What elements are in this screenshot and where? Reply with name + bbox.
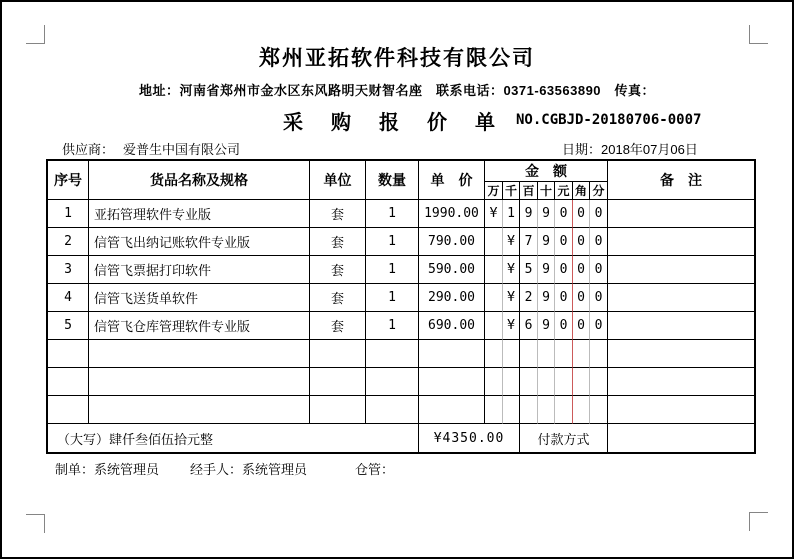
quotation-table <box>46 159 756 454</box>
product-row <box>48 284 754 312</box>
company-address-line: 地址：河南省郑州市金水区东风路明天财智名座 联系电话：0371-63563890 传真： <box>138 83 656 98</box>
amount-digit-cell: 9 <box>538 256 555 284</box>
amount-digit-cell: ¥ <box>503 228 520 256</box>
unit-price-cell: 290.00 <box>419 284 485 312</box>
unit-cell: 套 <box>310 228 366 256</box>
empty-row <box>48 396 754 424</box>
amount-digit-cell: 0 <box>555 200 573 228</box>
date-value: 2018年07月06日 <box>601 142 698 157</box>
amount-unit-fen: 分 <box>590 182 608 200</box>
column-header-serial: 序号 <box>48 161 89 200</box>
unit-price-cell <box>419 340 485 368</box>
quantity-cell <box>366 368 419 396</box>
amount-digit-cell: 0 <box>573 284 590 312</box>
table-total-section <box>48 424 754 452</box>
amount-digit-cell: 0 <box>573 228 590 256</box>
amount-digit-cell <box>520 368 538 396</box>
amount-digit-cell <box>485 228 503 256</box>
serial-cell <box>48 340 89 368</box>
amount-digit-cell <box>555 396 573 424</box>
amount-digit-cell: ¥ <box>503 256 520 284</box>
amount-digit-cell <box>503 368 520 396</box>
column-header-unit: 单位 <box>310 161 366 200</box>
amount-digit-cell <box>590 340 608 368</box>
column-header-quantity: 数量 <box>366 161 419 200</box>
amount-digit-cell: 0 <box>590 228 608 256</box>
amount-digit-cell: 0 <box>573 312 590 340</box>
amount-digit-cell: ¥ <box>503 284 520 312</box>
quantity-cell: 1 <box>366 256 419 284</box>
unit-cell: 套 <box>310 256 366 284</box>
amount-unit-bai: 百 <box>520 182 538 200</box>
total-remark-cell <box>608 424 754 452</box>
unit-cell <box>310 340 366 368</box>
remark-cell <box>608 200 754 228</box>
amount-digit-cell: 0 <box>573 256 590 284</box>
unit-price-cell: 790.00 <box>419 228 485 256</box>
amount-digit-cell: 5 <box>520 256 538 284</box>
unit-cell <box>310 396 366 424</box>
amount-digit-cell: 0 <box>555 228 573 256</box>
handler-label: 经手人： <box>190 462 243 477</box>
product-name-cell <box>89 368 310 396</box>
unit-price-cell: 690.00 <box>419 312 485 340</box>
quantity-cell <box>366 340 419 368</box>
quantity-cell: 1 <box>366 228 419 256</box>
serial-cell: 1 <box>48 200 89 228</box>
amount-digit-cell <box>573 340 590 368</box>
unit-cell <box>310 368 366 396</box>
amount-unit-qian: 千 <box>503 182 520 200</box>
amount-digit-cell <box>538 396 555 424</box>
amount-digit-cell: ¥ <box>503 312 520 340</box>
amount-digit-cell: 0 <box>555 284 573 312</box>
amount-digit-cell: 9 <box>538 284 555 312</box>
unit-cell: 套 <box>310 200 366 228</box>
unit-price-cell <box>419 368 485 396</box>
quantity-cell <box>366 396 419 424</box>
product-name-cell <box>89 396 310 424</box>
amount-digit-cell: 0 <box>590 284 608 312</box>
remark-cell <box>608 228 754 256</box>
unit-cell: 套 <box>310 312 366 340</box>
amount-digit-cell: 0 <box>590 256 608 284</box>
amount-digit-cell: 2 <box>520 284 538 312</box>
amount-digit-cell <box>485 368 503 396</box>
amount-digit-cell <box>590 368 608 396</box>
amount-digit-cell: 6 <box>520 312 538 340</box>
amount-unit-yuan: 元 <box>555 182 573 200</box>
serial-cell <box>48 368 89 396</box>
product-row <box>48 200 754 228</box>
amount-digit-cell <box>485 284 503 312</box>
empty-row <box>48 340 754 368</box>
remark-cell <box>608 396 754 424</box>
serial-cell: 5 <box>48 312 89 340</box>
document-title: 采 购 报 价 单 <box>283 112 499 134</box>
margin-corner-mark-bottom-left-icon <box>26 514 45 533</box>
maker-name: 系统管理员 <box>94 462 160 477</box>
serial-cell <box>48 396 89 424</box>
amount-unit-wan: 万 <box>485 182 503 200</box>
amount-digit-cell: 0 <box>555 256 573 284</box>
serial-cell: 2 <box>48 228 89 256</box>
handler-name: 系统管理员 <box>242 462 308 477</box>
remark-cell <box>608 284 754 312</box>
amount-unit-jiao: 角 <box>573 182 590 200</box>
amount-digit-cell: 7 <box>520 228 538 256</box>
date-label: 日期： <box>562 142 602 157</box>
column-header-product-name: 货品名称及规格 <box>89 161 310 200</box>
amount-digit-cell <box>503 396 520 424</box>
amount-digit-cell <box>520 340 538 368</box>
remark-cell <box>608 368 754 396</box>
product-name-cell: 信管飞票据打印软件 <box>89 256 310 284</box>
margin-corner-mark-bottom-right-icon <box>749 512 768 531</box>
total-row <box>48 424 754 452</box>
maker-label: 制单： <box>55 462 95 477</box>
amount-digit-cell <box>538 368 555 396</box>
amount-digit-cell <box>503 340 520 368</box>
column-header-remark: 备 注 <box>608 161 754 200</box>
product-row <box>48 256 754 284</box>
remark-cell <box>608 256 754 284</box>
company-name: 郑州亚拓软件科技有限公司 <box>259 47 535 70</box>
amount-digit-cell: 9 <box>520 200 538 228</box>
amount-digit-cell <box>485 396 503 424</box>
amount-digit-cell: 9 <box>538 200 555 228</box>
amount-unit-shi: 十 <box>538 182 555 200</box>
amount-digit-cell <box>520 396 538 424</box>
amount-digit-cell <box>590 396 608 424</box>
total-amount: ¥4350.00 <box>419 424 520 452</box>
amount-digit-cell <box>573 396 590 424</box>
amount-digit-cell: 0 <box>555 312 573 340</box>
amount-digit-cell <box>538 340 555 368</box>
product-rows <box>48 200 754 424</box>
supplier-line <box>62 139 240 158</box>
product-name-cell: 信管飞出纳记账软件专业版 <box>89 228 310 256</box>
payment-method-label: 付款方式 <box>520 424 608 452</box>
quantity-cell: 1 <box>366 200 419 228</box>
column-header-amount: 金 额 <box>485 161 608 182</box>
amount-in-words: （大写）肆仟叁佰伍拾元整 <box>48 424 419 452</box>
amount-digit-cell <box>555 368 573 396</box>
column-header-unit-price: 单 价 <box>419 161 485 200</box>
unit-price-cell <box>419 396 485 424</box>
serial-cell: 4 <box>48 284 89 312</box>
amount-digit-cell <box>485 256 503 284</box>
unit-cell: 套 <box>310 284 366 312</box>
product-row <box>48 312 754 340</box>
amount-digit-cell <box>555 340 573 368</box>
table-header <box>48 161 754 200</box>
product-row <box>48 228 754 256</box>
remark-cell <box>608 312 754 340</box>
amount-digit-cell: 0 <box>590 200 608 228</box>
empty-row <box>48 368 754 396</box>
storekeeper-label: 仓管： <box>355 462 395 477</box>
maker-line <box>55 459 159 478</box>
amount-digit-cell: 9 <box>538 228 555 256</box>
serial-cell: 3 <box>48 256 89 284</box>
amount-digit-cell: 9 <box>538 312 555 340</box>
document-number: NO.CGBJD-20180706-0007 <box>516 112 702 128</box>
unit-price-cell: 1990.00 <box>419 200 485 228</box>
product-name-cell: 信管飞仓库管理软件专业版 <box>89 312 310 340</box>
amount-digit-cell <box>573 368 590 396</box>
date-line <box>562 139 698 158</box>
storekeeper-line <box>355 459 394 478</box>
product-name-cell: 信管飞送货单软件 <box>89 284 310 312</box>
amount-digit-cell: 0 <box>573 200 590 228</box>
amount-digit-cell <box>485 340 503 368</box>
supplier-name: 爱普生中国有限公司 <box>123 142 241 157</box>
product-name-cell <box>89 340 310 368</box>
amount-digit-cell: ¥ <box>485 200 503 228</box>
product-name-cell: 亚拓管理软件专业版 <box>89 200 310 228</box>
amount-digit-cell: 0 <box>590 312 608 340</box>
handler-line <box>190 459 307 478</box>
supplier-label: 供应商： <box>62 142 115 157</box>
quantity-cell: 1 <box>366 284 419 312</box>
quantity-cell: 1 <box>366 312 419 340</box>
amount-digit-cell: 1 <box>503 200 520 228</box>
remark-cell <box>608 340 754 368</box>
amount-digit-cell <box>485 312 503 340</box>
unit-price-cell: 590.00 <box>419 256 485 284</box>
